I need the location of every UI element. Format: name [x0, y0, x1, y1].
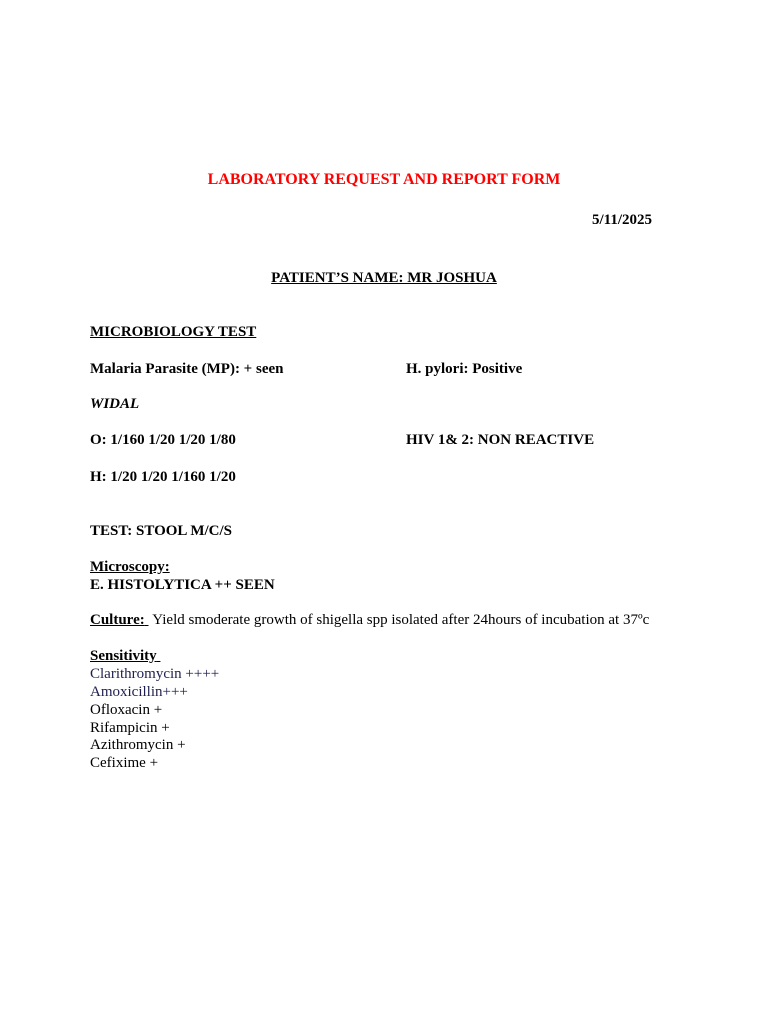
sensitivity-item: Clarithromycin ++++: [90, 666, 220, 682]
widal-h-result: H: 1/20 1/20 1/160 1/20: [90, 469, 236, 485]
malaria-result: Malaria Parasite (MP): + seen: [90, 361, 284, 377]
hiv-result: HIV 1& 2: NON REACTIVE: [406, 432, 595, 448]
h-pylori-result: H. pylori: Positive: [406, 361, 523, 377]
patient-name: PATIENT’S NAME: MR JOSHUA: [271, 270, 497, 286]
microscopy-label: Microscopy:: [90, 559, 170, 575]
report-date: 5/11/2025: [591, 212, 652, 228]
culture-text: Yield smoderate growth of shigella spp isolated after 24hours of incubation at 37ºc: [152, 612, 650, 628]
form-title: LABORATORY REQUEST AND REPORT FORM: [207, 171, 561, 188]
widal-label: WIDAL: [90, 396, 140, 412]
sensitivity-item: Ofloxacin +: [90, 702, 163, 718]
sensitivity-item: Azithromycin +: [90, 737, 186, 753]
microbiology-heading: MICROBIOLOGY TEST: [90, 324, 257, 340]
sensitivity-heading-text: Sensitivity: [90, 648, 157, 664]
microscopy-result: E. HISTOLYTICA ++ SEEN: [90, 577, 275, 593]
sensitivity-heading: [90, 647, 160, 665]
sensitivity-item: Rifampicin +: [90, 720, 170, 736]
stool-test-label: TEST: STOOL M/C/S: [90, 523, 232, 539]
culture-line: [90, 611, 649, 629]
sensitivity-item: Cefixime +: [90, 755, 159, 771]
widal-o-result: O: 1/160 1/20 1/20 1/80: [90, 432, 236, 448]
culture-label: Culture:: [90, 612, 145, 628]
sensitivity-item: Amoxicillin+++: [90, 684, 188, 700]
